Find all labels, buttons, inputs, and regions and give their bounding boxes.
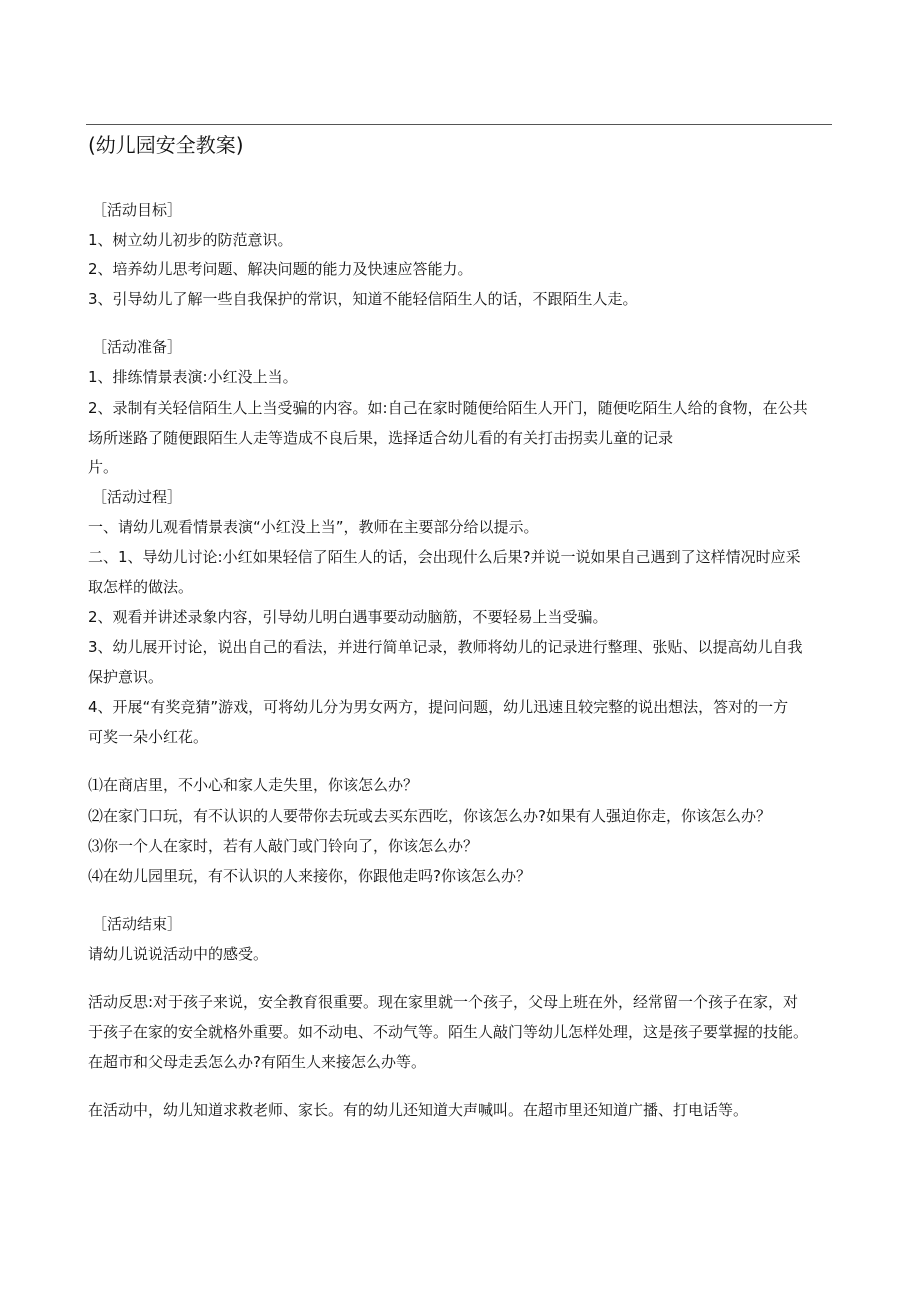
- process-item: 可奖一朵小红花。: [88, 728, 209, 746]
- prep-item: 1、排练情景表演:小红没上当。: [88, 368, 298, 386]
- section-heading-process: ［活动过程］: [92, 488, 183, 506]
- section-heading-end: ［活动结束］: [92, 915, 183, 933]
- reflection-line: 在超市和父母走丢怎么办?有陌生人来接怎么办等。: [88, 1053, 426, 1071]
- question-item: ⑶你一个人在家时，若有人敲门或门铃向了，你该怎么办？: [88, 837, 479, 855]
- section-heading-prep: ［活动准备］: [92, 338, 183, 356]
- process-item: 一、请幼儿观看情景表演“小红没上当”，教师在主要部分给以提示。: [88, 518, 539, 536]
- header-rule: [86, 124, 832, 125]
- prep-item: 场所迷路了随便跟陌生人走等造成不良后果，选择适合幼儿看的有关打击拐卖儿童的记录: [88, 429, 674, 447]
- process-item: 4、开展“有奖竞猜”游戏，可将幼儿分为男女两方，提问问题，幼儿迅速且较完整的说出想法，答对的一方: [88, 698, 789, 716]
- question-item: ⑵在家门口玩，有不认识的人要带你去玩或去买东西吃，你该怎么办?如果有人强迫你走，你该怎么办？: [88, 807, 771, 825]
- section-heading-goals: ［活动目标］: [92, 201, 183, 219]
- end-item: 请幼儿说说活动中的感受。: [88, 945, 269, 963]
- process-item: 保护意识。: [88, 668, 164, 686]
- process-item: 2、观看并讲述录象内容，引导幼儿明白遇事要动动脑筋，不要轻易上当受骗。: [88, 608, 608, 626]
- question-item: ⑷在幼儿园里玩，有不认识的人来接你，你跟他走吗?你该怎么办？: [88, 867, 531, 885]
- closing-paragraph: 在活动中，幼儿知道求救老师、家长。有的幼儿还知道大声喊叫。在超市里还知道广播、打电话等。: [88, 1101, 749, 1119]
- process-item: 二、1、导幼儿讨论:小红如果轻信了陌生人的话，会出现什么后果?并说一说如果自己遇到了这样情况时应采: [88, 548, 801, 566]
- goal-item: 2、培养幼儿思考问题、解决问题的能力及快速应答能力。: [88, 260, 473, 278]
- process-item: 3、幼儿展开讨论，说出自己的看法，并进行简单记录，教师将幼儿的记录进行整理、张贴、以提高幼儿自我: [88, 638, 803, 656]
- reflection-line: 于孩子在家的安全就格外重要。如不动电、不动气等。陌生人敲门等幼儿怎样处理，这是孩子要掌握的技能。: [88, 1023, 809, 1041]
- document-title: (幼儿园安全教案): [88, 133, 244, 157]
- goal-item: 1、树立幼儿初步的防范意识。: [88, 231, 293, 249]
- prep-item: 片。: [88, 458, 119, 476]
- prep-item: 2、录制有关轻信陌生人上当受骗的内容。如:自己在家时随便给陌生人开门，随便吃陌生人给的食物，在公共: [88, 399, 808, 417]
- process-item: 取怎样的做法。: [88, 578, 194, 596]
- question-item: ⑴在商店里，不小心和家人走失里，你该怎么办？: [88, 776, 419, 794]
- reflection-line: 活动反思:对于孩子来说，安全教育很重要。现在家里就一个孩子，父母上班在外，经常留一个孩子在家，对: [88, 993, 799, 1011]
- goal-item: 3、引导幼儿了解一些自我保护的常识，知道不能轻信陌生人的话，不跟陌生人走。: [88, 290, 638, 308]
